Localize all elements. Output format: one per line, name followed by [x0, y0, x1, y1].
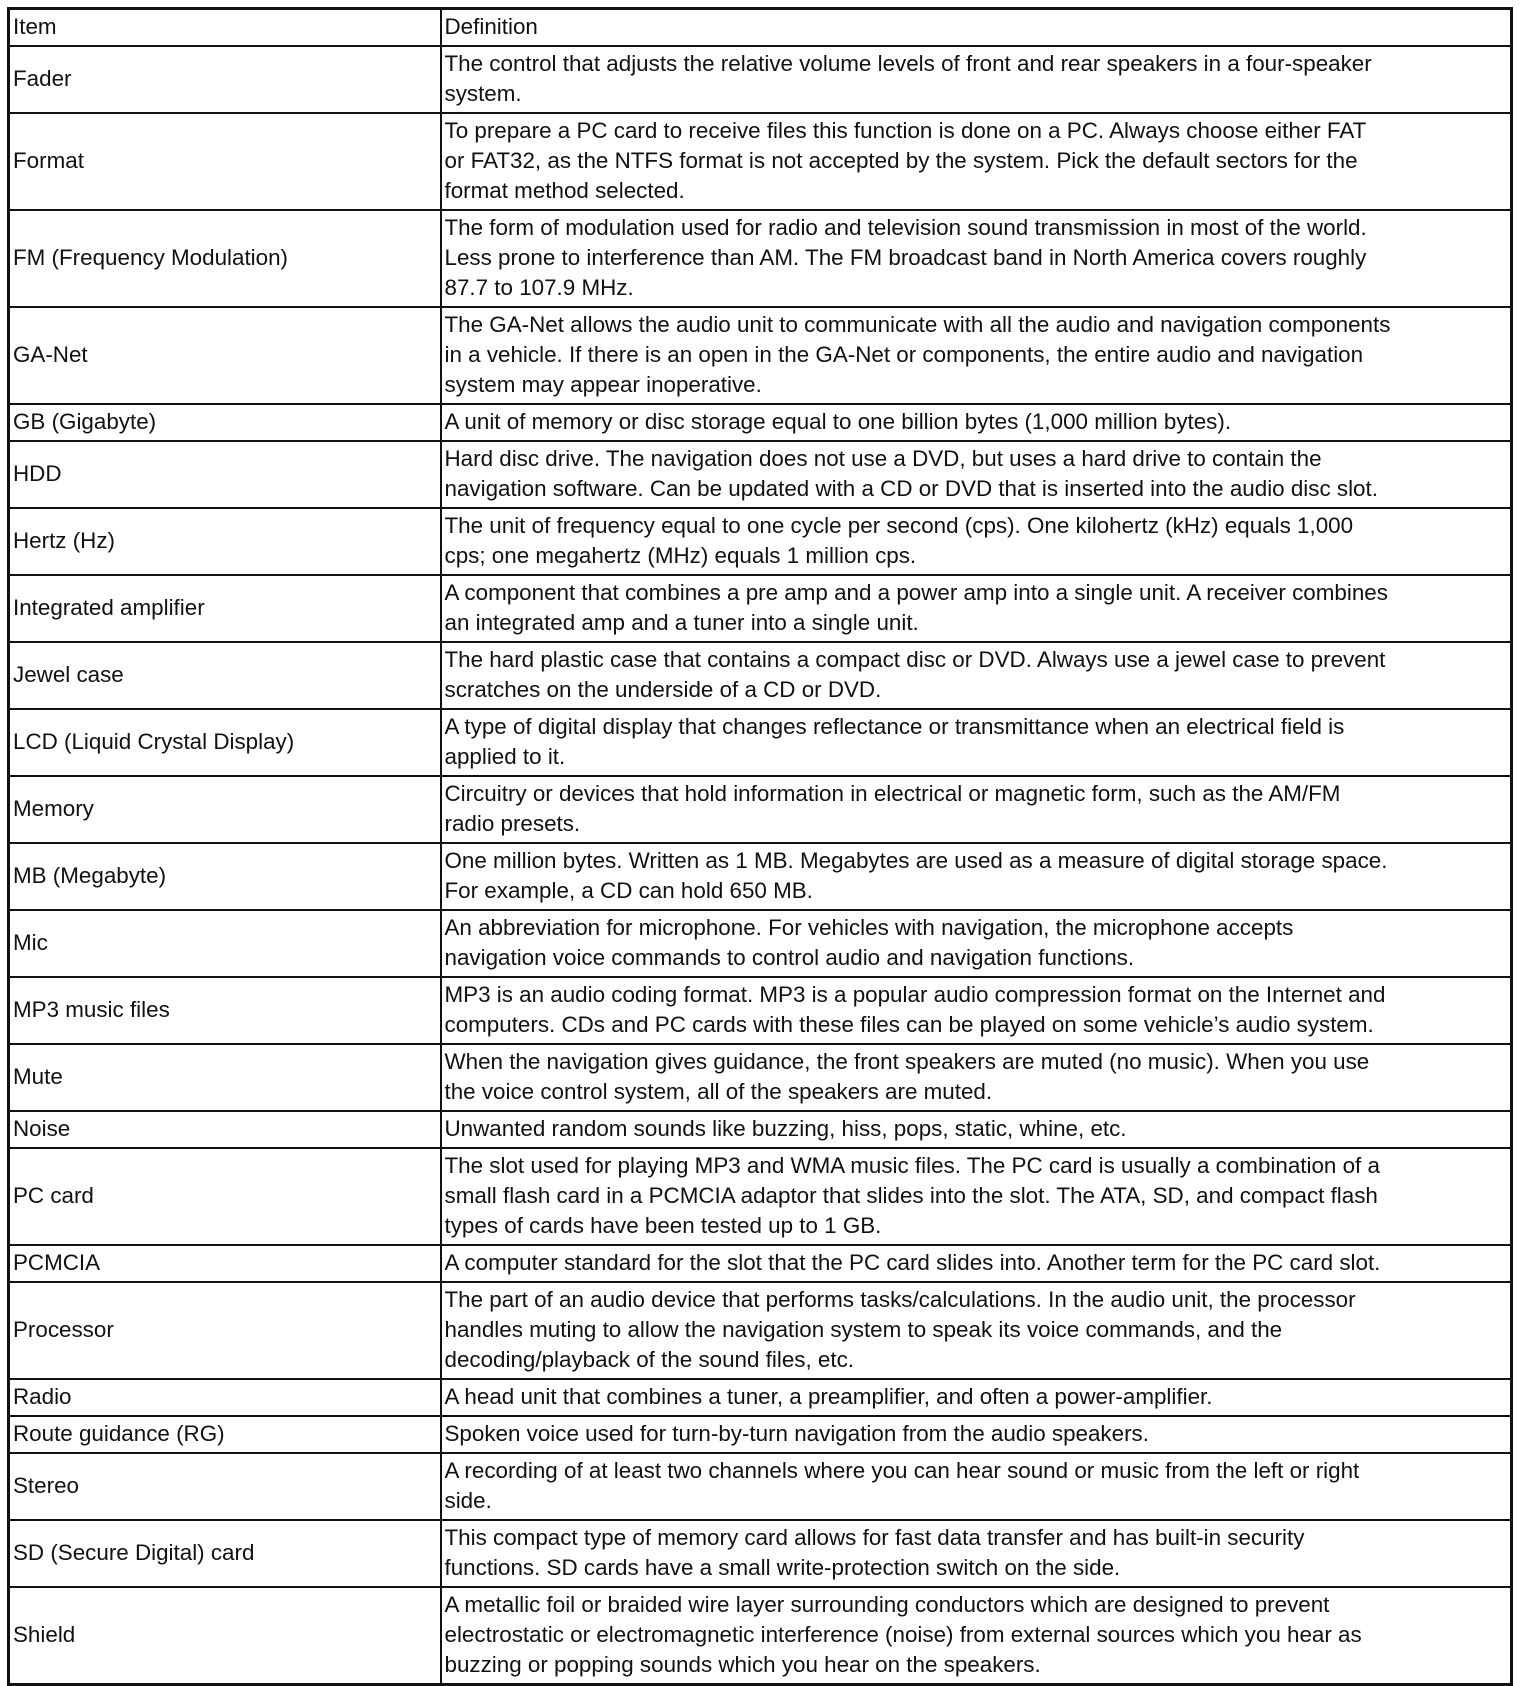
table-row — [9, 575, 1512, 642]
definition-cell: A metallic foil or braided wire layer surrounding conductors which are designed to prevent electrostatic or electromagnetic interference (noise) from external sources which you hear as buzzing or popping sounds which you hear on the speakers. — [441, 1587, 1512, 1685]
term-cell: Processor — [9, 1282, 441, 1379]
table-row — [9, 1111, 1512, 1148]
table-row — [9, 1044, 1512, 1111]
definition-cell: A recording of at least two channels where you can hear sound or music from the left or right side. — [441, 1453, 1512, 1520]
term-cell: Noise — [9, 1111, 441, 1148]
definition-cell: When the navigation gives guidance, the front speakers are muted (no music). When you use the voice control system, all of the speakers are muted. — [441, 1044, 1512, 1111]
term-cell: PC card — [9, 1148, 441, 1245]
term-cell: Jewel case — [9, 642, 441, 709]
definition-cell: Hard disc drive. The navigation does not use a DVD, but uses a hard drive to contain the navigation software. Can be updated with a CD or DVD that is inserted into the audio disc slot. — [441, 441, 1512, 508]
term-cell: PCMCIA — [9, 1245, 441, 1282]
table-row — [9, 1416, 1512, 1453]
table-row — [9, 404, 1512, 441]
term-cell: MP3 music files — [9, 977, 441, 1044]
definition-cell: Spoken voice used for turn-by-turn navigation from the audio speakers. — [441, 1416, 1512, 1453]
definition-cell: One million bytes. Written as 1 MB. Megabytes are used as a measure of digital storage space. For example, a CD can hold 650 MB. — [441, 843, 1512, 910]
definition-cell: The part of an audio device that performs tasks/calculations. In the audio unit, the processor handles muting to allow the navigation system to speak its voice commands, and the decoding/playback of the sound files, etc. — [441, 1282, 1512, 1379]
term-cell: LCD (Liquid Crystal Display) — [9, 709, 441, 776]
definition-cell: The control that adjusts the relative volume levels of front and rear speakers in a four-speaker system. — [441, 46, 1512, 113]
definition-cell: A component that combines a pre amp and a power amp into a single unit. A receiver combines an integrated amp and a tuner into a single unit. — [441, 575, 1512, 642]
term-cell: Mic — [9, 910, 441, 977]
definition-cell: The slot used for playing MP3 and WMA music files. The PC card is usually a combination of a small flash card in a PCMCIA adaptor that slides into the slot. The ATA, SD, and compact flash types of cards have been tested up to 1 GB. — [441, 1148, 1512, 1245]
definition-cell: A computer standard for the slot that the PC card slides into. Another term for the PC card slot. — [441, 1245, 1512, 1282]
definition-cell: A type of digital display that changes reflectance or transmittance when an electrical field is applied to it. — [441, 709, 1512, 776]
term-cell: Shield — [9, 1587, 441, 1685]
definition-cell: Unwanted random sounds like buzzing, hiss, pops, static, whine, etc. — [441, 1111, 1512, 1148]
table-row — [9, 709, 1512, 776]
definition-cell: The GA-Net allows the audio unit to communicate with all the audio and navigation components in a vehicle. If there is an open in the GA-Net or components, the entire audio and navigation system may appear inoperative. — [441, 307, 1512, 404]
table-row — [9, 1245, 1512, 1282]
table-row — [9, 508, 1512, 575]
table-row — [9, 210, 1512, 307]
term-cell: Fader — [9, 46, 441, 113]
table-row — [9, 843, 1512, 910]
column-header-item: Item — [9, 9, 441, 47]
glossary-table — [7, 7, 1513, 1686]
table-header-row — [9, 9, 1512, 47]
table-row — [9, 441, 1512, 508]
table-row — [9, 46, 1512, 113]
table-row — [9, 910, 1512, 977]
term-cell: HDD — [9, 441, 441, 508]
term-cell: Route guidance (RG) — [9, 1416, 441, 1453]
term-cell: Format — [9, 113, 441, 210]
term-cell: Stereo — [9, 1453, 441, 1520]
definition-cell: MP3 is an audio coding format. MP3 is a popular audio compression format on the Internet and computers. CDs and PC cards with these files can be played on some vehicle’s audio system. — [441, 977, 1512, 1044]
definition-cell: A unit of memory or disc storage equal to one billion bytes (1,000 million bytes). — [441, 404, 1512, 441]
term-cell: FM (Frequency Modulation) — [9, 210, 441, 307]
table-row — [9, 642, 1512, 709]
term-cell: Radio — [9, 1379, 441, 1416]
table-row — [9, 1282, 1512, 1379]
table-row — [9, 776, 1512, 843]
term-cell: SD (Secure Digital) card — [9, 1520, 441, 1587]
term-cell: MB (Megabyte) — [9, 843, 441, 910]
table-row — [9, 113, 1512, 210]
term-cell: Mute — [9, 1044, 441, 1111]
definition-cell: The form of modulation used for radio and television sound transmission in most of the world. Less prone to interference than AM. The FM broadcast band in North America covers roughly 87.7 to 107.9 MHz. — [441, 210, 1512, 307]
term-cell: Integrated amplifier — [9, 575, 441, 642]
column-header-definition: Definition — [441, 9, 1512, 47]
definition-cell: The unit of frequency equal to one cycle per second (cps). One kilohertz (kHz) equals 1,000 cps; one megahertz (MHz) equals 1 million cps. — [441, 508, 1512, 575]
definition-cell: This compact type of memory card allows for fast data transfer and has built-in security functions. SD cards have a small write-protection switch on the side. — [441, 1520, 1512, 1587]
definition-cell: To prepare a PC card to receive files this function is done on a PC. Always choose either FAT or FAT32, as the NTFS format is not accepted by the system. Pick the default sectors for the format method selected. — [441, 113, 1512, 210]
term-cell: GA-Net — [9, 307, 441, 404]
definition-cell: A head unit that combines a tuner, a preamplifier, and often a power-amplifier. — [441, 1379, 1512, 1416]
table-row — [9, 1453, 1512, 1520]
table-row — [9, 1148, 1512, 1245]
definition-cell: An abbreviation for microphone. For vehicles with navigation, the microphone accepts navigation voice commands to control audio and navigation functions. — [441, 910, 1512, 977]
term-cell: Hertz (Hz) — [9, 508, 441, 575]
table-row — [9, 977, 1512, 1044]
table-row — [9, 1587, 1512, 1685]
term-cell: Memory — [9, 776, 441, 843]
definition-cell: The hard plastic case that contains a compact disc or DVD. Always use a jewel case to prevent scratches on the underside of a CD or DVD. — [441, 642, 1512, 709]
table-row — [9, 1520, 1512, 1587]
definition-cell: Circuitry or devices that hold information in electrical or magnetic form, such as the AM/FM radio presets. — [441, 776, 1512, 843]
table-row — [9, 307, 1512, 404]
table-row — [9, 1379, 1512, 1416]
term-cell: GB (Gigabyte) — [9, 404, 441, 441]
